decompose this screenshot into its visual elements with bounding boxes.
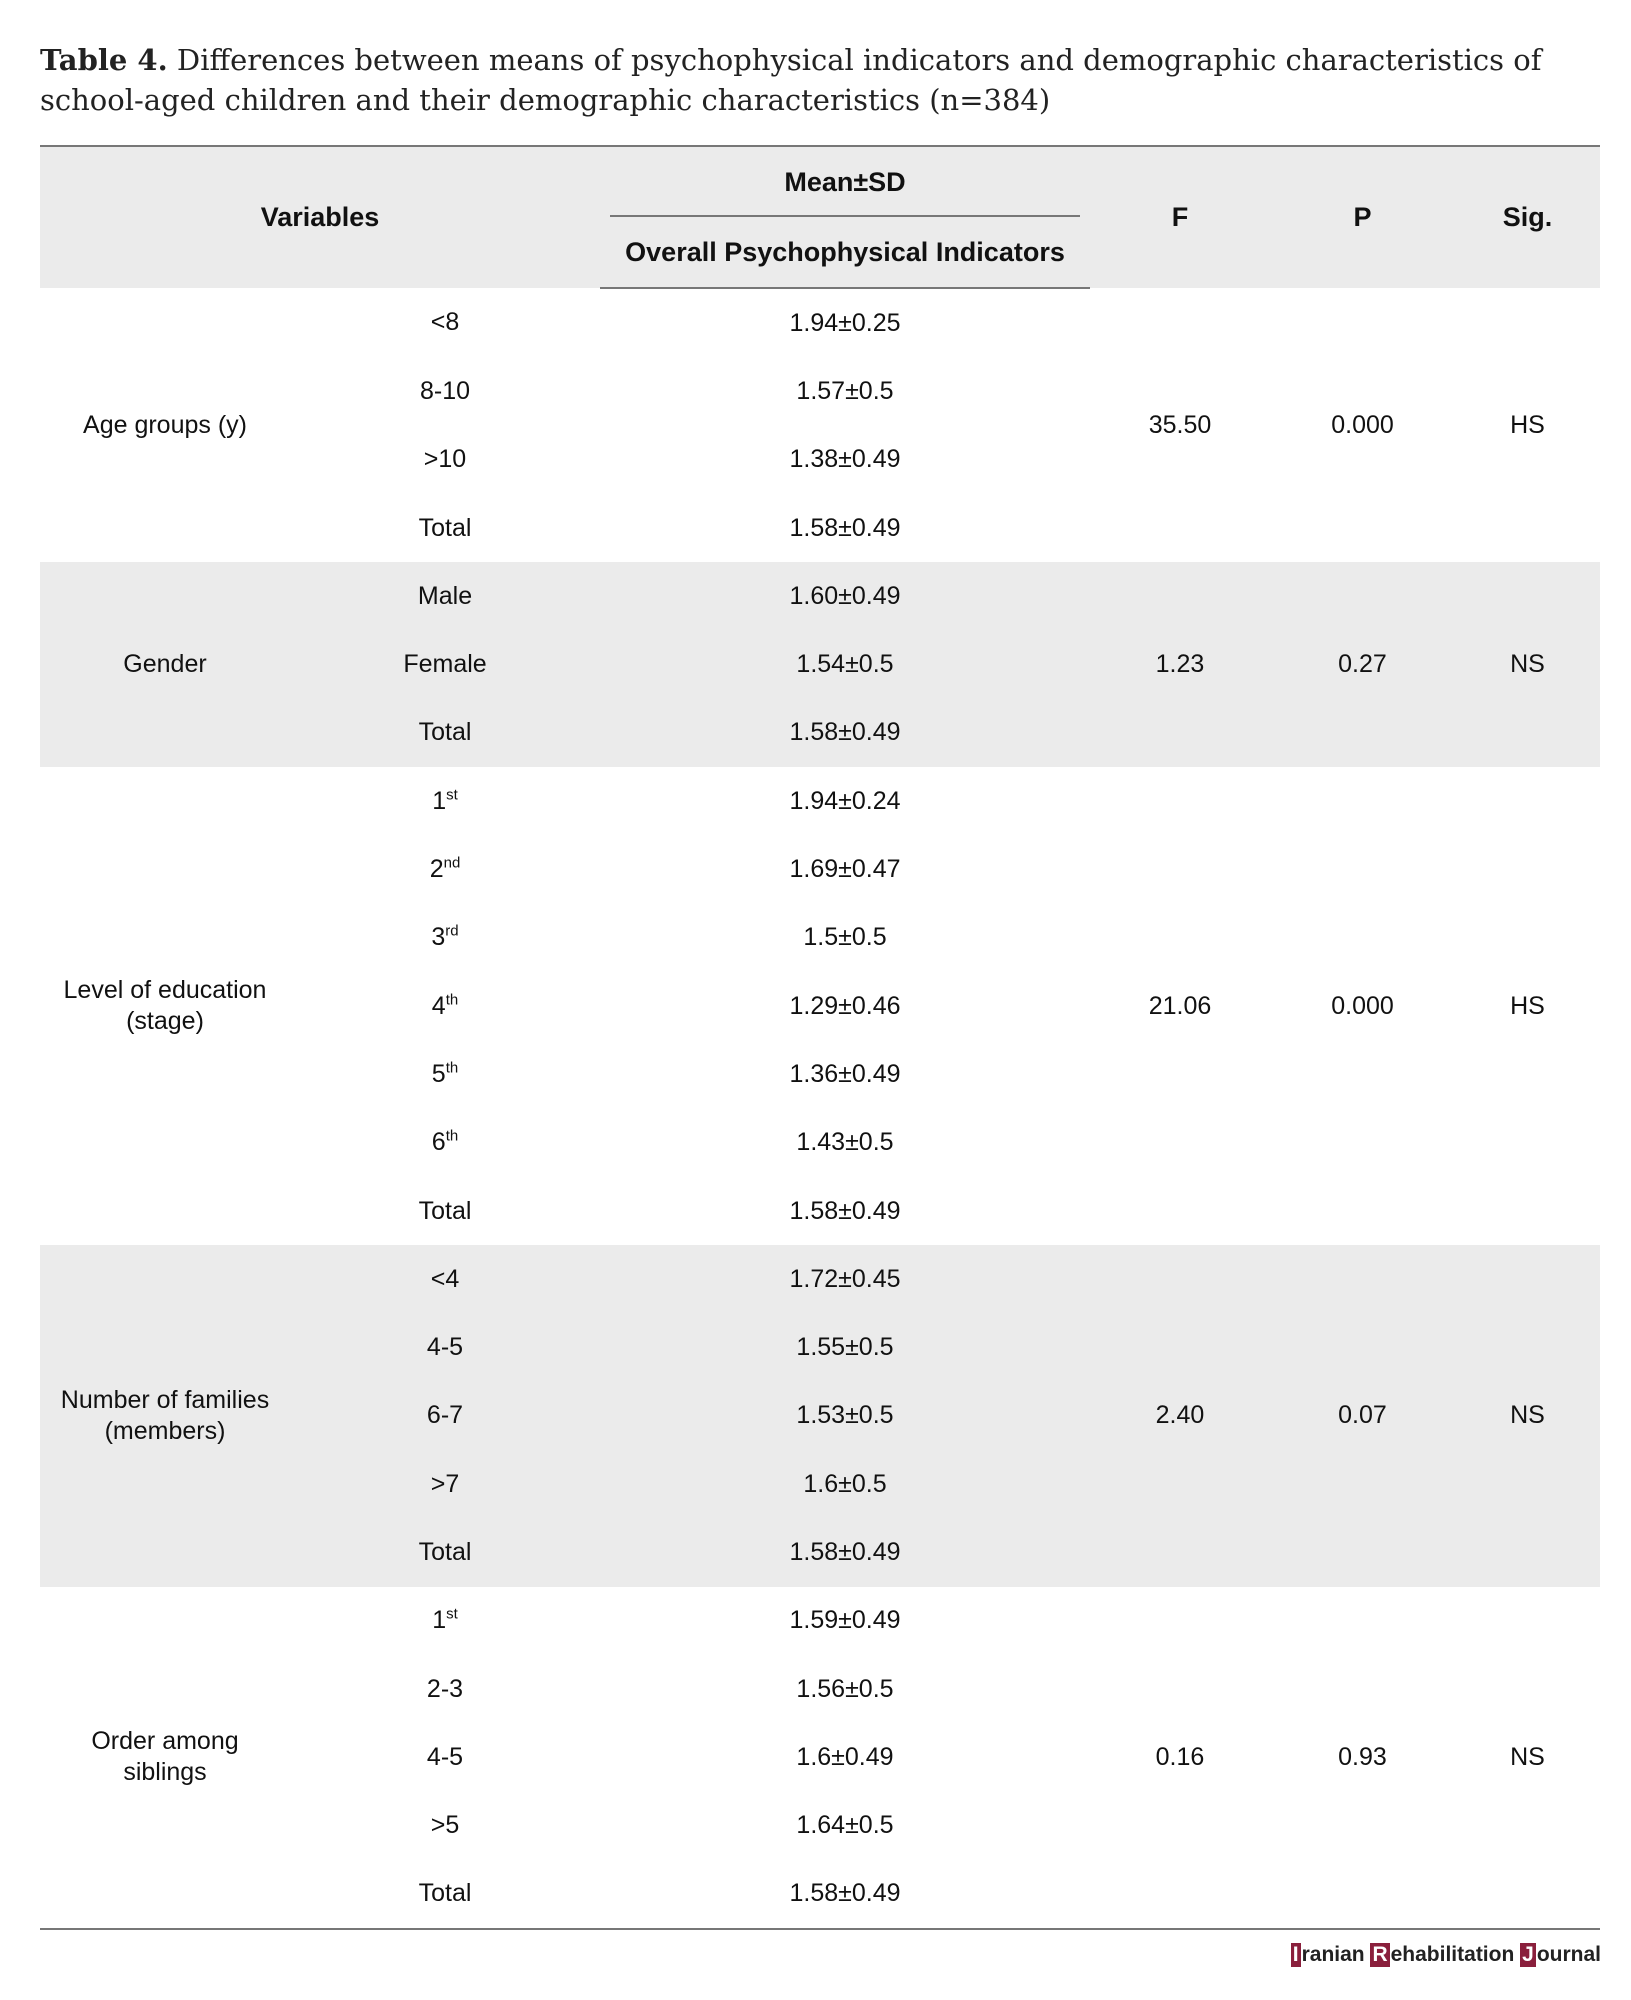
header-f: F xyxy=(1171,202,1189,232)
group-name-line2: (members) xyxy=(104,1416,226,1445)
mean-cell: 1.36±0.49 xyxy=(789,1059,901,1088)
level-cell: 3rd xyxy=(431,922,459,952)
mean-cell: 1.6±0.5 xyxy=(600,1450,1090,1518)
level-cell: 4-5 xyxy=(426,1742,464,1771)
mean-cell: 1.55±0.5 xyxy=(600,1313,1090,1381)
mean-cell: 1.53±0.5 xyxy=(600,1382,1090,1450)
mean-cell: 1.43±0.5 xyxy=(796,1128,894,1157)
table-row xyxy=(40,1245,1600,1313)
journal-logo: I ranian R ehabilitation J ournal xyxy=(1292,1943,1601,1966)
mean-cell: 1.58±0.49 xyxy=(789,513,901,542)
f-value: 2.40 xyxy=(1090,1245,1270,1586)
group-name: Gender xyxy=(40,562,290,767)
p-value: 0.07 xyxy=(1270,1245,1455,1586)
group-families xyxy=(40,1245,1600,1586)
header-mean-sd: Mean±SD xyxy=(600,146,1090,217)
sig-value: NS xyxy=(1455,1245,1600,1586)
header-overall: Overall Psychophysical Indicators xyxy=(600,217,1090,288)
group-siblings xyxy=(40,1587,1600,1929)
level-cell: 1st xyxy=(432,1605,458,1635)
table-caption xyxy=(40,40,1600,120)
group-name xyxy=(40,1587,290,1929)
group-education xyxy=(40,767,1600,1245)
level-cell: 4th xyxy=(431,991,459,1020)
level-cell: 8-10 xyxy=(419,376,471,405)
level-cell: 5th xyxy=(431,1059,459,1088)
mean-cell: 1.58±0.49 xyxy=(789,1196,901,1225)
f-value: 35.50 xyxy=(1148,410,1212,439)
level-cell: Total xyxy=(290,699,600,767)
level-cell: Total xyxy=(418,513,472,542)
sig-value: HS xyxy=(1510,991,1545,1020)
group-name-line1: Order among xyxy=(91,1727,239,1756)
level-cell: <4 xyxy=(290,1245,600,1313)
level-cell: Male xyxy=(290,562,600,630)
mean-cell: 1.69±0.47 xyxy=(789,855,901,884)
group-name-line1: Number of families xyxy=(60,1385,270,1414)
mean-cell: 1.54±0.5 xyxy=(600,630,1090,698)
level-cell: 6-7 xyxy=(290,1382,600,1450)
level-cell: <8 xyxy=(430,308,460,337)
group-age xyxy=(40,288,1600,562)
mean-cell: 1.38±0.49 xyxy=(789,445,901,474)
level-cell: Total xyxy=(418,1879,472,1908)
level-cell: 2nd xyxy=(429,854,461,884)
table-label: Table 4. xyxy=(40,43,168,77)
results-table xyxy=(40,145,1600,1930)
p-value: 0.000 xyxy=(1331,991,1394,1020)
p-value: 0.27 xyxy=(1270,562,1455,767)
p-value: 0.93 xyxy=(1338,1742,1387,1771)
level-cell: Total xyxy=(418,1196,472,1225)
header-sig: Sig. xyxy=(1502,202,1553,232)
table-row xyxy=(40,767,1600,835)
f-value: 21.06 xyxy=(1148,991,1212,1020)
header-p: P xyxy=(1353,202,1372,232)
group-name xyxy=(40,767,290,1245)
sig-value: HS xyxy=(1510,410,1545,439)
mean-cell: 1.59±0.49 xyxy=(789,1606,901,1635)
group-name-line1: Level of education xyxy=(63,976,267,1005)
caption-text: Differences between means of psychophysical indicators and demographic characteristics of school-aged children and their demographic characteristics (n=384) xyxy=(40,43,1542,117)
mean-cell: 1.64±0.5 xyxy=(796,1811,894,1840)
level-cell: Female xyxy=(290,630,600,698)
header-variables: Variables xyxy=(260,202,380,232)
f-value: 1.23 xyxy=(1090,562,1270,767)
table-row xyxy=(40,1587,1600,1655)
group-name-line2: siblings xyxy=(123,1758,207,1787)
level-cell: Total xyxy=(290,1518,600,1586)
f-value: 0.16 xyxy=(1155,1742,1205,1771)
table-row xyxy=(40,288,1600,357)
mean-cell: 1.57±0.5 xyxy=(796,376,894,405)
mean-cell: 1.6±0.49 xyxy=(796,1742,894,1771)
group-name-line2: (stage) xyxy=(126,1007,204,1036)
group-name xyxy=(40,1245,290,1586)
mean-cell: 1.58±0.49 xyxy=(600,1518,1090,1586)
mean-cell: 1.60±0.49 xyxy=(600,562,1090,630)
level-cell: 1st xyxy=(432,786,458,815)
level-cell: >10 xyxy=(423,445,467,474)
table-header xyxy=(40,146,1600,288)
group-name: Age groups (y) xyxy=(83,410,247,439)
mean-cell: 1.5±0.5 xyxy=(803,923,887,952)
level-cell: 2-3 xyxy=(426,1674,464,1703)
mean-cell: 1.94±0.25 xyxy=(789,308,901,337)
sig-value: NS xyxy=(1455,562,1600,767)
mean-cell: 1.56±0.5 xyxy=(796,1674,894,1703)
mean-cell: 1.29±0.46 xyxy=(789,991,901,1020)
sig-value: NS xyxy=(1510,1742,1545,1771)
mean-cell: 1.72±0.45 xyxy=(600,1245,1090,1313)
level-cell: >5 xyxy=(430,1811,460,1840)
level-cell: 6th xyxy=(431,1127,459,1157)
level-cell: >7 xyxy=(290,1450,600,1518)
p-value: 0.000 xyxy=(1331,410,1394,439)
mean-cell: 1.94±0.24 xyxy=(789,786,901,815)
group-gender xyxy=(40,562,1600,767)
mean-cell: 1.58±0.49 xyxy=(789,1879,901,1908)
mean-cell: 1.58±0.49 xyxy=(600,699,1090,767)
level-cell: 4-5 xyxy=(290,1313,600,1381)
table-row xyxy=(40,562,1600,630)
